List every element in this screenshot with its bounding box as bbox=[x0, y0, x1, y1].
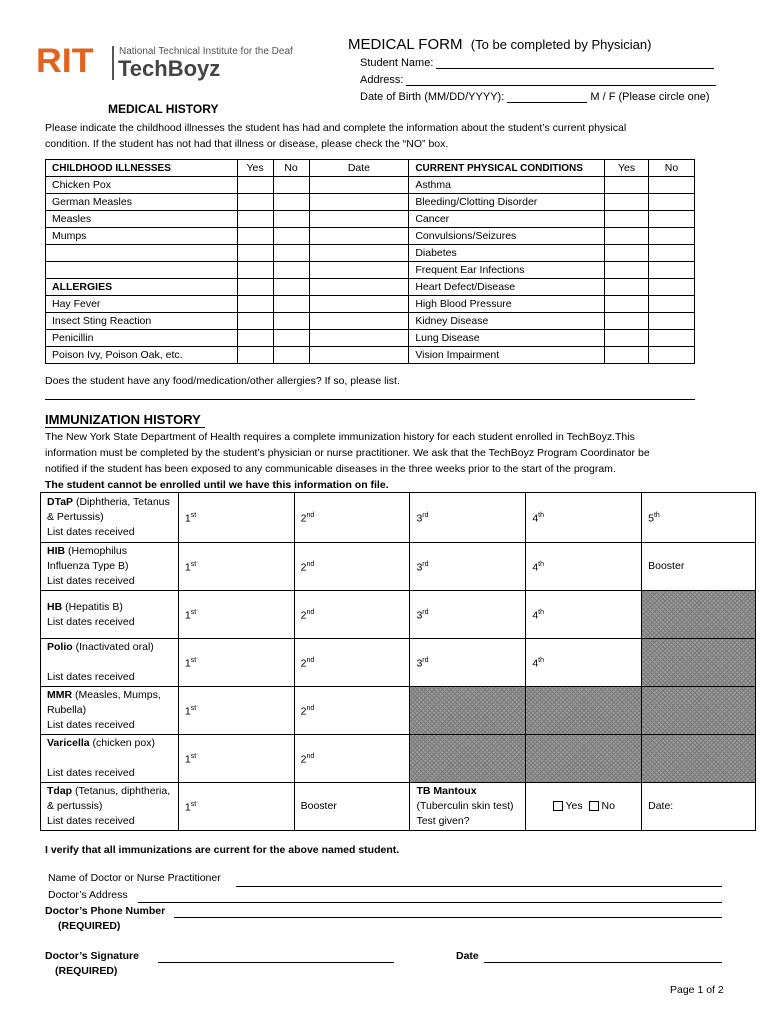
address-label: Address: bbox=[360, 74, 404, 86]
intro-line-1: Please indicate the childhood illnesses the student has had and complete the information about the student’s current physical bbox=[45, 122, 627, 134]
dose-num: 2 bbox=[300, 705, 307, 718]
list-dates-label: List dates received bbox=[47, 815, 135, 827]
date-cell[interactable] bbox=[309, 330, 409, 347]
dose-2-cell[interactable] bbox=[294, 687, 410, 735]
condition-cell: Bleeding/Clotting Disorder bbox=[409, 194, 605, 211]
dose-num: 1 bbox=[184, 609, 191, 622]
list-dates-label: List dates received bbox=[47, 719, 135, 731]
tb-title: TB Mantoux bbox=[416, 785, 477, 797]
not-applicable-cell bbox=[642, 687, 756, 735]
list-dates-label: List dates received bbox=[47, 671, 135, 683]
dose-suffix: th bbox=[538, 609, 545, 617]
booster-label: Booster bbox=[648, 560, 685, 572]
dose-num: 3 bbox=[416, 609, 423, 622]
date-cell[interactable] bbox=[309, 177, 409, 194]
dose-num: 1 bbox=[184, 801, 191, 814]
vaccine-name: DTaP bbox=[47, 496, 74, 508]
list-dates-label: List dates received bbox=[47, 615, 135, 628]
condition-cell: Vision Impairment bbox=[409, 347, 605, 364]
dose-3-cell[interactable] bbox=[410, 493, 526, 543]
dose-num: 1 bbox=[184, 705, 191, 718]
booster-label: Booster bbox=[300, 800, 337, 812]
yes-cell[interactable] bbox=[237, 245, 273, 262]
yes-cell[interactable] bbox=[237, 228, 273, 245]
dose-suffix: st bbox=[190, 512, 197, 520]
signature-date-label: Date bbox=[456, 950, 479, 962]
no-cell[interactable] bbox=[273, 211, 309, 228]
not-applicable-cell bbox=[526, 687, 642, 735]
date-cell[interactable] bbox=[309, 262, 409, 279]
dose-num: 2 bbox=[300, 753, 307, 766]
dose-suffix: rd bbox=[422, 561, 429, 569]
dob-label: Date of Birth (MM/DD/YYYY): bbox=[360, 91, 505, 103]
illness-cell: Insect Sting Reaction bbox=[46, 313, 238, 330]
dose-suffix: st bbox=[190, 753, 197, 761]
illness-table bbox=[45, 159, 695, 364]
dose-suffix: st bbox=[190, 657, 197, 665]
vaccine-tdap bbox=[41, 783, 179, 831]
condition-cell: Frequent Ear Infections bbox=[409, 262, 605, 279]
table-row bbox=[41, 591, 756, 639]
col-childhood-illnesses: CHILDHOOD ILLNESSES bbox=[46, 160, 238, 177]
vaccine-name: HB bbox=[47, 600, 63, 613]
form-title-text: MEDICAL FORM bbox=[348, 36, 463, 53]
dose-num: 1 bbox=[184, 753, 191, 766]
dose-num: 3 bbox=[416, 561, 423, 574]
dose-num: 1 bbox=[184, 657, 191, 670]
dose-2-cell[interactable] bbox=[294, 493, 410, 543]
student-name-field[interactable] bbox=[360, 57, 714, 69]
date-cell[interactable] bbox=[309, 211, 409, 228]
condition-cell: Kidney Disease bbox=[409, 313, 605, 330]
dose-1-cell[interactable] bbox=[178, 687, 294, 735]
table-row bbox=[41, 687, 756, 735]
vaccine-desc: (Hemophilus Influenza Type B) bbox=[47, 545, 129, 572]
dose-num: 2 bbox=[300, 561, 307, 574]
dose-suffix: st bbox=[190, 561, 197, 569]
no-cell[interactable] bbox=[273, 313, 309, 330]
page-number: Page 1 of 2 bbox=[670, 984, 724, 996]
no-cell[interactable] bbox=[649, 279, 695, 296]
table-row bbox=[46, 245, 695, 262]
dose-num: 4 bbox=[532, 609, 539, 622]
dose-num: 4 bbox=[532, 657, 539, 670]
dose-num: 2 bbox=[300, 657, 307, 670]
condition-cell: Cancer bbox=[409, 211, 605, 228]
address-line[interactable] bbox=[406, 85, 716, 86]
table-row bbox=[41, 735, 756, 783]
yes-cell[interactable] bbox=[605, 279, 649, 296]
yes-cell[interactable] bbox=[605, 211, 649, 228]
dose-4-cell[interactable] bbox=[526, 591, 642, 639]
medical-history-title: MEDICAL HISTORY bbox=[108, 102, 219, 116]
yes-cell[interactable] bbox=[237, 194, 273, 211]
imm-intro-line-3: notified if the student has been exposed to any communicable diseases in the three weeks prior to the start of the program. bbox=[45, 463, 616, 475]
dose-suffix: nd bbox=[306, 753, 315, 761]
not-applicable-cell bbox=[642, 735, 756, 783]
dose-suffix: th bbox=[538, 512, 545, 520]
imm-intro-line-2: information must be completed by the student’s physician or nurse practitioner. We ask that the TechBoyz Program Coordinator be bbox=[45, 447, 650, 459]
list-dates-label: List dates received bbox=[47, 767, 135, 779]
dose-suffix: th bbox=[538, 561, 545, 569]
yes-cell[interactable] bbox=[605, 177, 649, 194]
illness-cell bbox=[46, 245, 238, 262]
date-cell[interactable] bbox=[309, 194, 409, 211]
dose-5-cell[interactable] bbox=[642, 493, 756, 543]
no-cell[interactable] bbox=[273, 330, 309, 347]
illness-cell: Chicken Pox bbox=[46, 177, 238, 194]
tb-mantoux-cell bbox=[410, 783, 526, 831]
doctor-name-label: Name of Doctor or Nurse Practitioner bbox=[48, 872, 221, 884]
immunization-table bbox=[40, 492, 756, 831]
vaccine-name: MMR bbox=[47, 689, 73, 701]
booster-cell[interactable] bbox=[294, 783, 410, 831]
tb-no-checkbox[interactable] bbox=[589, 801, 599, 811]
allergies-heading: ALLERGIES bbox=[46, 279, 238, 296]
form-title bbox=[348, 36, 651, 53]
vaccine-hb bbox=[41, 591, 179, 639]
dose-1-cell[interactable] bbox=[178, 493, 294, 543]
table-row bbox=[41, 543, 756, 591]
dob-line[interactable] bbox=[507, 102, 587, 103]
dose-3-cell[interactable] bbox=[410, 639, 526, 687]
immunization-title-underline bbox=[45, 427, 205, 428]
dose-4-cell[interactable] bbox=[526, 639, 642, 687]
vaccine-desc: (Measles, Mumps, Rubella) bbox=[47, 689, 161, 716]
table-row bbox=[46, 313, 695, 330]
immunization-intro bbox=[45, 429, 745, 493]
date-cell[interactable] bbox=[309, 296, 409, 313]
tb-question: Test given? bbox=[416, 815, 470, 827]
dose-suffix: nd bbox=[306, 512, 315, 520]
booster-cell[interactable] bbox=[642, 543, 756, 591]
dose-num: 3 bbox=[416, 512, 423, 525]
vaccine-mmr bbox=[41, 687, 179, 735]
yes-cell[interactable] bbox=[237, 279, 273, 296]
list-dates-label: List dates received bbox=[47, 526, 135, 538]
vaccine-desc: (Diphtheria, Tetanus & Pertussis) bbox=[47, 496, 170, 523]
illness-cell bbox=[46, 262, 238, 279]
no-cell[interactable] bbox=[649, 245, 695, 262]
vaccine-desc: (chicken pox) bbox=[89, 737, 155, 749]
yes-cell[interactable] bbox=[605, 347, 649, 364]
dose-suffix: rd bbox=[422, 512, 429, 520]
dose-suffix: rd bbox=[422, 609, 429, 617]
tb-yes-checkbox[interactable] bbox=[553, 801, 563, 811]
table-row bbox=[41, 639, 756, 687]
yes-cell[interactable] bbox=[237, 330, 273, 347]
col-no-2: No bbox=[649, 160, 695, 177]
dose-num: 1 bbox=[184, 512, 191, 525]
yes-cell[interactable] bbox=[237, 347, 273, 364]
not-applicable-cell bbox=[642, 591, 756, 639]
dose-1-cell[interactable] bbox=[178, 735, 294, 783]
dose-1-cell[interactable] bbox=[178, 783, 294, 831]
doctor-phone-label: Doctor’s Phone Number bbox=[45, 905, 166, 917]
dose-4-cell[interactable] bbox=[526, 543, 642, 591]
no-cell[interactable] bbox=[273, 228, 309, 245]
logo-divider bbox=[112, 46, 114, 80]
date-cell[interactable] bbox=[309, 245, 409, 262]
yes-cell[interactable] bbox=[605, 313, 649, 330]
condition-cell: High Blood Pressure bbox=[409, 296, 605, 313]
vaccine-hib bbox=[41, 543, 179, 591]
dose-suffix: st bbox=[190, 609, 197, 617]
yes-cell[interactable] bbox=[237, 177, 273, 194]
table-row bbox=[46, 296, 695, 313]
no-cell[interactable] bbox=[649, 177, 695, 194]
immunization-history-title: IMMUNIZATION HISTORY bbox=[45, 412, 201, 427]
dose-2-cell[interactable] bbox=[294, 591, 410, 639]
doctor-name-line[interactable] bbox=[236, 886, 722, 887]
allergy-answer-line[interactable] bbox=[45, 399, 695, 400]
tb-date-cell[interactable] bbox=[642, 783, 756, 831]
dose-1-cell[interactable] bbox=[178, 639, 294, 687]
medical-history-intro bbox=[45, 120, 725, 152]
intro-line-2: condition. If the student has not had that illness or disease, please check the “NO” box. bbox=[45, 138, 449, 150]
vaccine-desc: (Tetanus, diphtheria, & pertussis) bbox=[47, 785, 171, 812]
no-cell[interactable] bbox=[273, 177, 309, 194]
rit-logo-mark: RIT bbox=[36, 42, 94, 80]
student-name-label: Student Name: bbox=[360, 57, 434, 69]
vaccine-name: Polio bbox=[47, 641, 73, 653]
date-cell[interactable] bbox=[309, 228, 409, 245]
logo-program-name: TechBoyz bbox=[118, 56, 221, 81]
dose-suffix: rd bbox=[422, 657, 429, 665]
condition-cell: Convulsions/Seizures bbox=[409, 228, 605, 245]
table-row bbox=[46, 330, 695, 347]
col-yes: Yes bbox=[237, 160, 273, 177]
verify-statement: I verify that all immunizations are current for the above named student. bbox=[45, 844, 400, 856]
table-row bbox=[46, 347, 695, 364]
dose-2-cell[interactable] bbox=[294, 543, 410, 591]
yes-cell[interactable] bbox=[237, 211, 273, 228]
dose-num: 5 bbox=[648, 512, 654, 525]
date-cell[interactable] bbox=[309, 279, 409, 296]
condition-cell: Diabetes bbox=[409, 245, 605, 262]
col-date: Date bbox=[309, 160, 409, 177]
imm-intro-line-1: The New York State Department of Health requires a complete immunization history for each student enrolled in TechBoyz.This bbox=[45, 431, 635, 443]
illness-table-header bbox=[46, 160, 695, 177]
vaccine-dtap bbox=[41, 493, 179, 543]
condition-cell: Asthma bbox=[409, 177, 605, 194]
date-cell[interactable] bbox=[309, 313, 409, 330]
condition-cell: Heart Defect/Disease bbox=[409, 279, 605, 296]
col-yes-2: Yes bbox=[605, 160, 649, 177]
no-cell[interactable] bbox=[273, 194, 309, 211]
dose-num: 1 bbox=[184, 561, 191, 574]
dose-num: 2 bbox=[300, 609, 307, 622]
yes-cell[interactable] bbox=[605, 245, 649, 262]
allergy-question: Does the student have any food/medication/other allergies? If so, please list. bbox=[45, 375, 400, 387]
signature-date-line[interactable] bbox=[484, 962, 722, 963]
dose-num: 2 bbox=[300, 512, 307, 525]
phone-required-label: (REQUIRED) bbox=[58, 920, 121, 932]
no-cell[interactable] bbox=[273, 279, 309, 296]
sex-label: M / F (Please circle one) bbox=[590, 91, 710, 103]
doctor-phone-line[interactable] bbox=[174, 917, 722, 918]
dose-num: 3 bbox=[416, 657, 423, 670]
yes-cell[interactable] bbox=[605, 330, 649, 347]
doctor-address-line[interactable] bbox=[138, 902, 722, 903]
dose-4-cell[interactable] bbox=[526, 493, 642, 543]
student-name-line[interactable] bbox=[436, 68, 714, 69]
col-current-conditions: CURRENT PHYSICAL CONDITIONS bbox=[409, 160, 605, 177]
yes-cell[interactable] bbox=[605, 262, 649, 279]
yes-cell[interactable] bbox=[605, 296, 649, 313]
yes-cell[interactable] bbox=[237, 262, 273, 279]
vaccine-polio bbox=[41, 639, 179, 687]
illness-cell: Hay Fever bbox=[46, 296, 238, 313]
vaccine-desc: (Inactivated oral) bbox=[72, 641, 154, 653]
dose-suffix: th bbox=[653, 512, 660, 520]
tb-no-label: No bbox=[601, 800, 615, 812]
illness-cell: Measles bbox=[46, 211, 238, 228]
table-row bbox=[46, 211, 695, 228]
illness-cell: Mumps bbox=[46, 228, 238, 245]
dose-3-cell[interactable] bbox=[410, 591, 526, 639]
yes-cell[interactable] bbox=[605, 228, 649, 245]
dose-num: 4 bbox=[532, 512, 539, 525]
no-cell[interactable] bbox=[649, 347, 695, 364]
vaccine-desc: (Hepatitis B) bbox=[62, 600, 123, 613]
dose-2-cell[interactable] bbox=[294, 735, 410, 783]
vaccine-name: Varicella bbox=[47, 737, 90, 749]
no-cell[interactable] bbox=[273, 347, 309, 364]
imm-intro-required: The student cannot be enrolled until we have this information on file. bbox=[45, 479, 389, 491]
table-row bbox=[46, 279, 695, 296]
yes-cell[interactable] bbox=[605, 194, 649, 211]
not-applicable-cell bbox=[410, 735, 526, 783]
no-cell[interactable] bbox=[649, 228, 695, 245]
vaccine-name: Tdap bbox=[47, 785, 73, 797]
no-cell[interactable] bbox=[273, 296, 309, 313]
illness-cell: German Measles bbox=[46, 194, 238, 211]
dose-suffix: st bbox=[190, 705, 197, 713]
table-row bbox=[46, 194, 695, 211]
dose-2-cell[interactable] bbox=[294, 639, 410, 687]
doctor-signature-label: Doctor’s Signature bbox=[45, 950, 139, 962]
vaccine-varicella bbox=[41, 735, 179, 783]
col-no: No bbox=[273, 160, 309, 177]
list-dates-label: List dates received bbox=[47, 575, 135, 587]
dose-suffix: th bbox=[538, 657, 545, 665]
signature-required-label: (REQUIRED) bbox=[55, 965, 118, 977]
table-row bbox=[46, 177, 695, 194]
tb-date-label: Date: bbox=[648, 800, 674, 812]
no-cell[interactable] bbox=[649, 194, 695, 211]
table-row bbox=[41, 783, 756, 831]
table-row bbox=[46, 228, 695, 245]
dose-1-cell[interactable] bbox=[178, 591, 294, 639]
doctor-address-label: Doctor’s Address bbox=[48, 889, 128, 901]
tb-yes-label: Yes bbox=[565, 800, 583, 812]
vaccine-name: HIB bbox=[47, 545, 66, 557]
doctor-signature-line[interactable] bbox=[158, 962, 394, 963]
dose-suffix: nd bbox=[306, 705, 315, 713]
no-cell[interactable] bbox=[273, 262, 309, 279]
dose-suffix: nd bbox=[306, 561, 315, 569]
illness-cell: Penicillin bbox=[46, 330, 238, 347]
logo-institute-name: National Technical Institute for the Deaf bbox=[119, 46, 293, 57]
dose-num: 4 bbox=[532, 561, 539, 574]
dob-field[interactable] bbox=[360, 91, 710, 103]
no-cell[interactable] bbox=[649, 211, 695, 228]
not-applicable-cell bbox=[526, 735, 642, 783]
date-cell[interactable] bbox=[309, 347, 409, 364]
dose-1-cell[interactable] bbox=[178, 543, 294, 591]
dose-suffix: nd bbox=[306, 609, 315, 617]
yes-cell[interactable] bbox=[237, 313, 273, 330]
condition-cell: Lung Disease bbox=[409, 330, 605, 347]
dose-suffix: nd bbox=[306, 657, 315, 665]
form-subtitle: (To be completed by Physician) bbox=[470, 37, 652, 52]
tb-yes-no-cell bbox=[526, 783, 642, 831]
no-cell[interactable] bbox=[649, 313, 695, 330]
table-row bbox=[41, 493, 756, 543]
no-cell[interactable] bbox=[649, 262, 695, 279]
not-applicable-cell bbox=[410, 687, 526, 735]
dose-suffix: st bbox=[190, 801, 197, 809]
dose-3-cell[interactable] bbox=[410, 543, 526, 591]
yes-cell[interactable] bbox=[237, 296, 273, 313]
no-cell[interactable] bbox=[273, 245, 309, 262]
illness-cell: Poison Ivy, Poison Oak, etc. bbox=[46, 347, 238, 364]
tb-subtitle: (Tuberculin skin test) bbox=[416, 800, 514, 812]
no-cell[interactable] bbox=[649, 296, 695, 313]
address-field[interactable] bbox=[360, 74, 716, 86]
no-cell[interactable] bbox=[649, 330, 695, 347]
not-applicable-cell bbox=[642, 639, 756, 687]
table-row bbox=[46, 262, 695, 279]
